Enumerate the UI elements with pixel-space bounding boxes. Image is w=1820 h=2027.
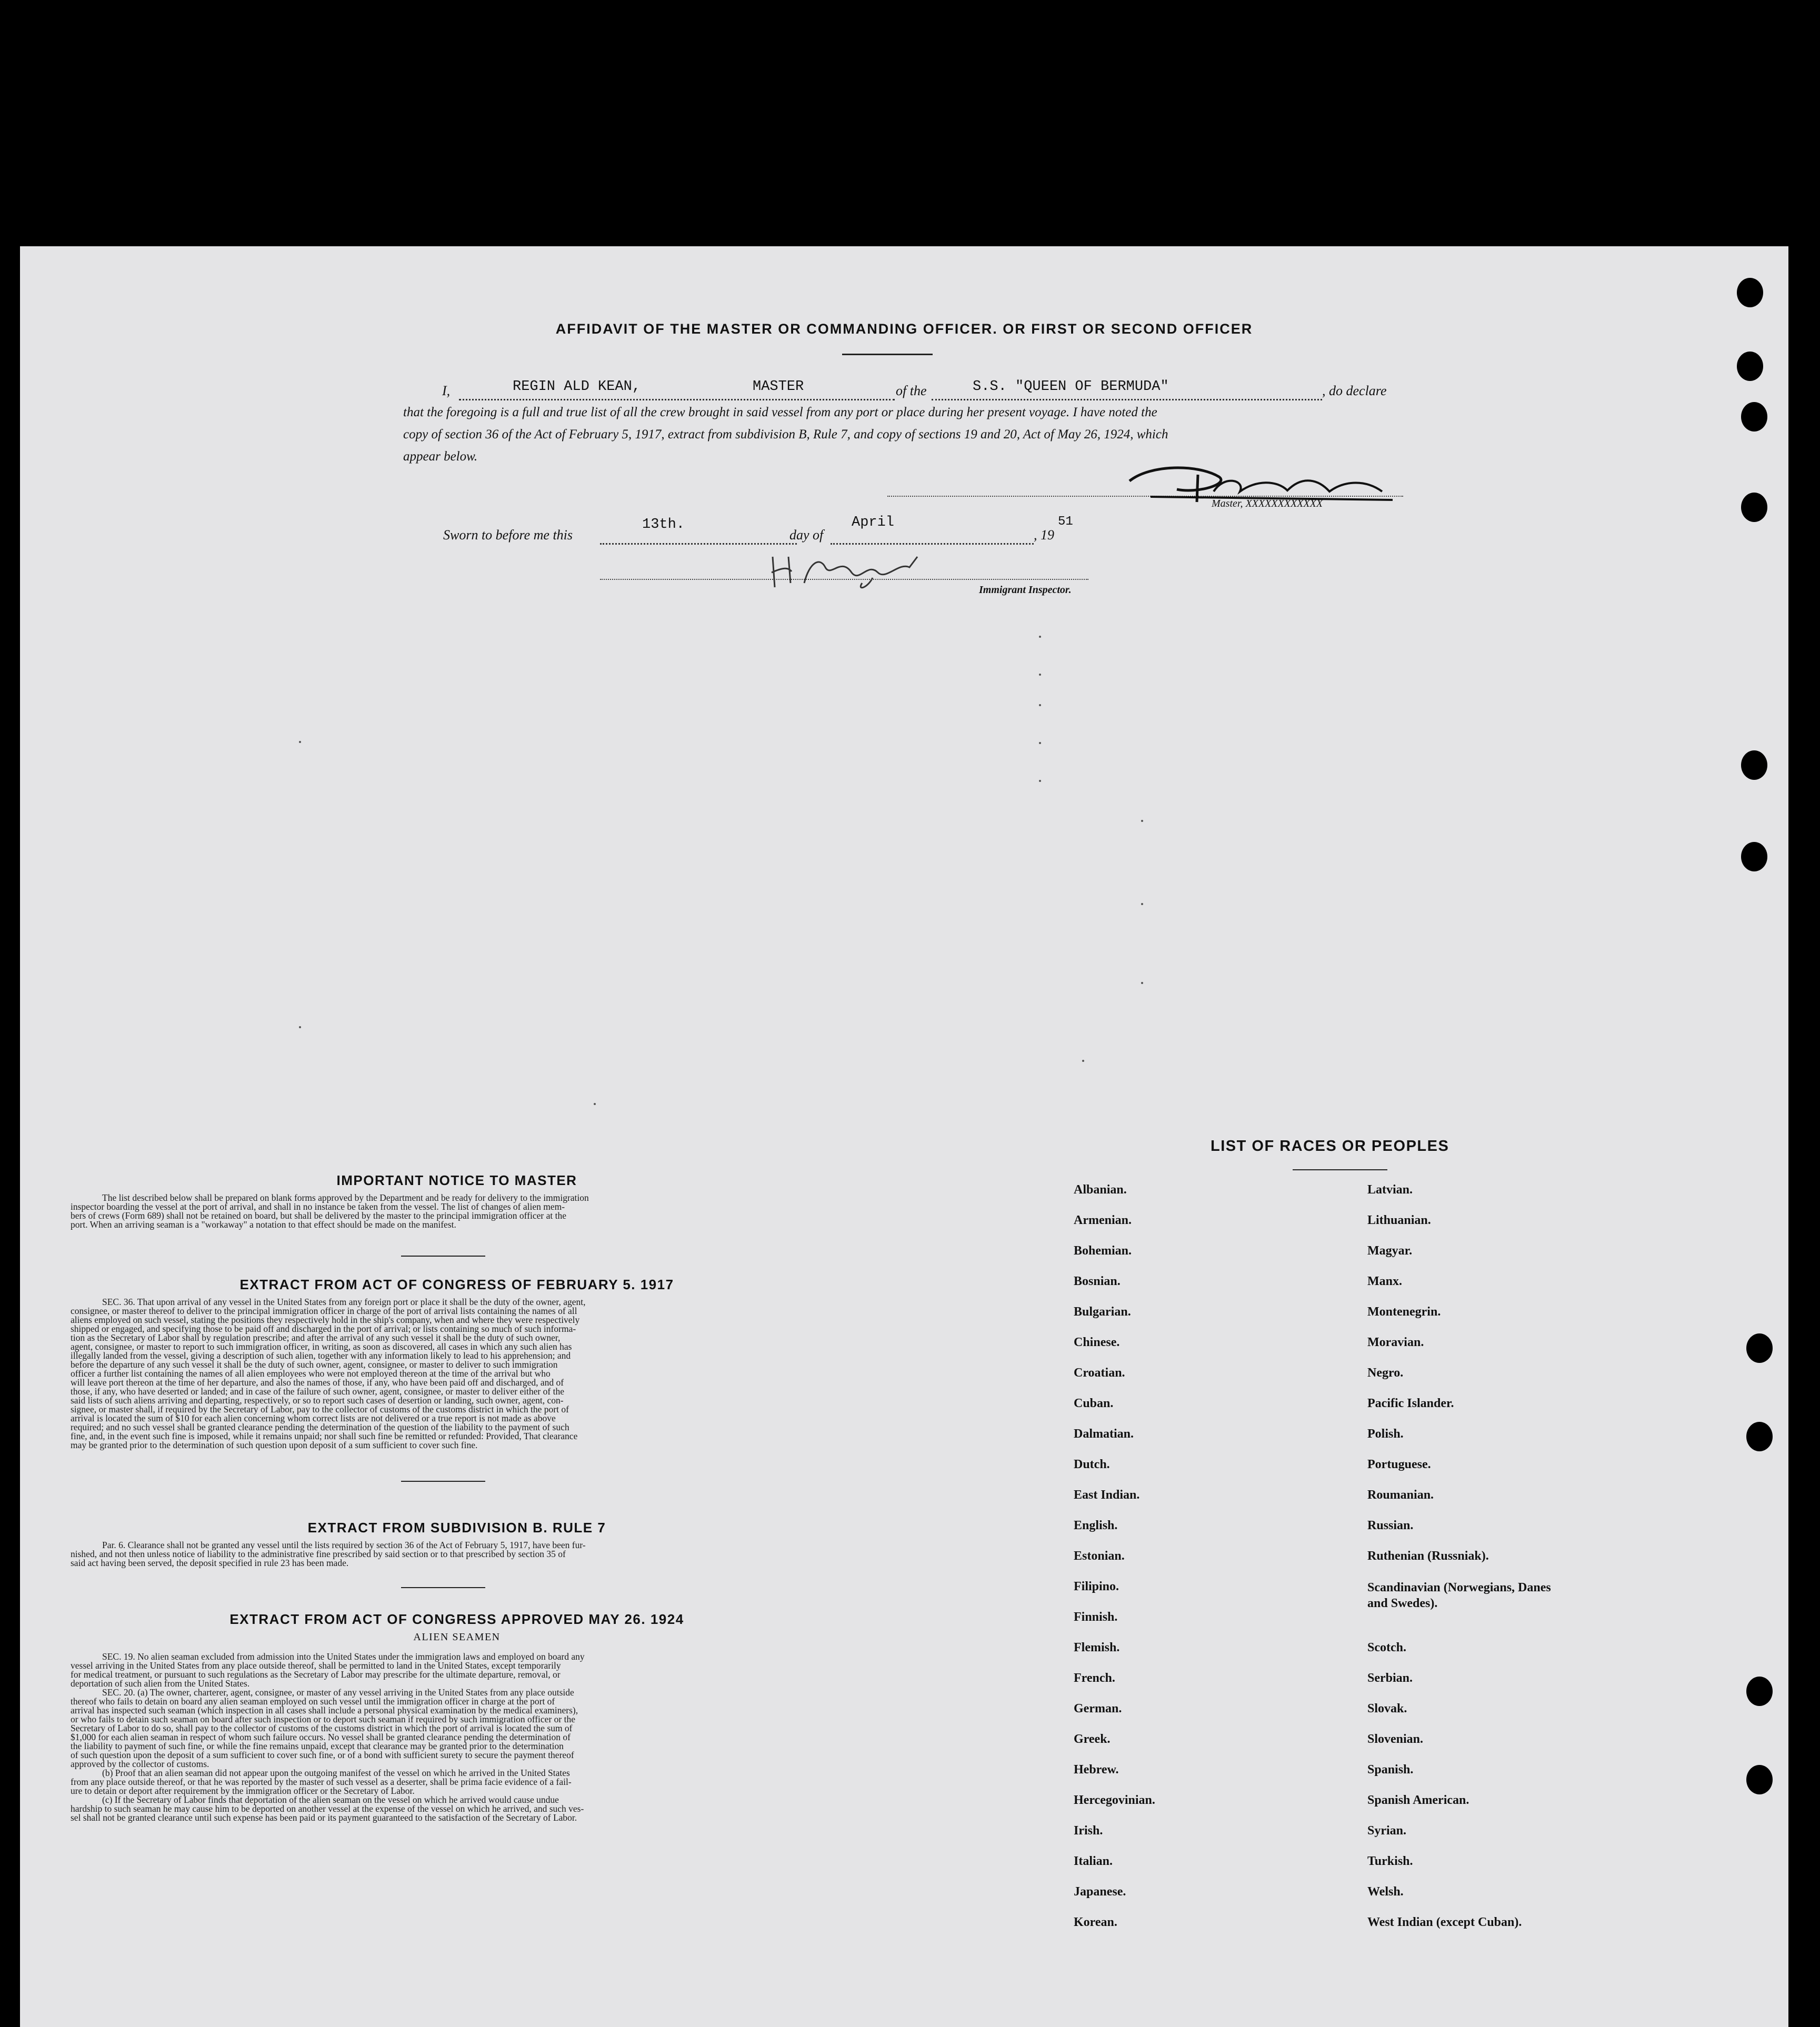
race-left: Armenian. [1074, 1213, 1132, 1227]
race-right: West Indian (except Cuban). [1367, 1915, 1522, 1929]
race-right: Portuguese. [1367, 1458, 1431, 1471]
punch-hole [1746, 1422, 1773, 1451]
race-left: Croatian. [1074, 1366, 1125, 1380]
race-right: Magyar. [1367, 1244, 1413, 1258]
notice-title: IMPORTANT NOTICE TO MASTER [336, 1172, 577, 1188]
extract-1917-line: aliens employed on such vessel, stating the positions they respectively hold in the ship's company, when and where they were respectively [71, 1314, 580, 1325]
race-right: Montenegrin. [1367, 1305, 1441, 1319]
extract-1924-line: thereof who fails to detain on board any alien seaman employed on such vessel until the immigration officer in charge at the port of [71, 1696, 555, 1707]
extract-1924-line: sel shall not be granted clearance until such expense has been paid or its payment guaranteed to the satisfaction of the Secretary of Labor. [71, 1812, 577, 1823]
scan-speck [1039, 704, 1041, 706]
race-left: English. [1074, 1519, 1118, 1532]
extract-1917-title: EXTRACT FROM ACT OF CONGRESS OF FEBRUARY 5. 1917 [239, 1277, 674, 1292]
master-rank: MASTER [753, 379, 804, 395]
notice-line: port. When an arriving seaman is a "workaway" a notation to that effect should be made on the manifest. [71, 1219, 456, 1230]
race-left: Hebrew. [1074, 1763, 1119, 1777]
race-right: Manx. [1367, 1275, 1402, 1288]
extract-1924-subtitle: ALIEN SEAMEN [413, 1631, 501, 1643]
scan-speck [1141, 820, 1143, 822]
extract-1924-line: SEC. 20. (a) The owner, charterer, agent, consignee, or master of any vessel arriving in the United States from any place outside [102, 1687, 574, 1698]
scan-speck [299, 1026, 301, 1028]
extract-rule7-line: said act having been served, the deposit specified in rule 23 has been made. [71, 1558, 349, 1568]
affidavit-title: AFFIDAVIT OF THE MASTER OR COMMANDING OFFICER. OR FIRST OR SECOND OFFICER [555, 321, 1253, 337]
extract-1924-line: the liability to payment of such fine, or while the fine remains unpaid, except that clearance may be granted prior to the determination [71, 1741, 564, 1751]
race-right: Moravian. [1367, 1336, 1424, 1349]
race-left: Estonian. [1074, 1549, 1125, 1563]
race-right: Slovenian. [1367, 1732, 1424, 1746]
sworn-day: 13th. [642, 517, 685, 533]
race-left: Flemish. [1074, 1641, 1120, 1654]
race-left: Albanian. [1074, 1183, 1127, 1197]
inspector-signature [767, 546, 936, 594]
race-left: Cuban. [1074, 1397, 1114, 1410]
master-name: REGIN ALD KEAN, [513, 379, 641, 395]
master-caption: Master, XXXXXXXXXXXX [1212, 498, 1323, 509]
notice-line: bers of crews (Form 689) shall not be retained on board, but shall be delivered by the master to the principal immigration officer at the [71, 1210, 566, 1221]
extract-1924-text [71, 1652, 867, 1822]
extract-1917-line: officer a further list containing the names of all alien employees who were not employed thereon at the time of the arrival but who [71, 1368, 551, 1379]
extract-1917-line: SEC. 36. That upon arrival of any vessel in the United States from any foreign port or place it shall be the duty of the owner, agent, [102, 1297, 586, 1307]
race-left: Japanese. [1074, 1885, 1126, 1899]
declaration-line-4: appear below. [403, 449, 478, 464]
race-left: German. [1074, 1702, 1122, 1715]
section-divider [401, 1587, 485, 1588]
race-left: Hercegovinian. [1074, 1793, 1155, 1807]
race-left: East Indian. [1074, 1488, 1140, 1502]
extract-1924-line: $1,000 for each alien seaman in respect of whom such failure occurs. No vessel shall be granted clearance pending the determination of [71, 1732, 571, 1742]
declaration-line-3: copy of section 36 of the Act of February 5, 1917, extract from subdivision B, Rule 7, and copy of sections 19 and 20, Act of May 26, 1924, which [403, 427, 1168, 441]
punch-hole [1741, 750, 1767, 780]
extract-1924-line: from any place outside thereof, or that he was reported by the master of such vessel as a deserter, shall be prima facie evidence of a fail- [71, 1777, 572, 1787]
race-right: Scandinavian (Norwegians, Danes and Swedes). [1367, 1581, 1551, 1610]
extract-1924-line: vessel arriving in the United States from any place outside thereof, shall be permitted to land in the United States, except temporarily [71, 1660, 561, 1671]
extract-1917-line: signee, or master shall, if required by the Secretary of Labor, pay to the collector of customs of the customs district in which the port of [71, 1404, 569, 1414]
punch-hole [1741, 493, 1767, 522]
year-prefix: , 19 [1034, 527, 1054, 543]
sworn-label: Sworn to before me this [443, 527, 573, 543]
race-right: Ruthenian (Russniak). [1367, 1549, 1489, 1563]
race-left: Bohemian. [1074, 1244, 1132, 1258]
scan-speck [1039, 742, 1041, 744]
race-right: Turkish. [1367, 1854, 1413, 1868]
race-right: Roumanian. [1367, 1488, 1434, 1502]
section-divider [401, 1256, 485, 1257]
extract-1924-line: (b) Proof that an alien seaman did not appear upon the outgoing manifest of the vessel on which he arrived in the United States [102, 1768, 570, 1778]
extract-1924-line: (c) If the Secretary of Labor finds that deportation of the alien seaman on the vessel on which he arrived would cause undue [102, 1794, 559, 1805]
extract-1917-text [71, 1298, 867, 1450]
race-right: Pacific Islander. [1367, 1397, 1454, 1410]
inspector-signature-line [600, 579, 1088, 580]
extract-1917-line: those, if any, who have deserted or landed; and in case of the failure of such owner, agent, consignee, or master to deliver either of the [71, 1386, 564, 1397]
race-right: Serbian. [1367, 1671, 1413, 1685]
notice-line: The list described below shall be prepared on blank forms approved by the Department and be ready for delivery to the immigration [102, 1192, 589, 1203]
scan-speck [299, 741, 301, 743]
punch-hole [1737, 278, 1763, 307]
vessel-line [932, 399, 1322, 400]
scan-speck [1039, 780, 1041, 782]
extract-1917-line: required; and no such vessel shall be granted clearance pending the determination of the question of the liability to the payment of such [71, 1422, 569, 1432]
extract-1917-line: consignee, or master thereof to deliver to the principal immigration officer in charge of the port of arrival lists containing the names of all [71, 1306, 577, 1316]
race-right: Welsh. [1367, 1885, 1404, 1899]
extract-1924-line: deportation of such alien from the United States. [71, 1678, 250, 1689]
extract-1924-line: SEC. 19. No alien seaman excluded from admission into the United States under the immigration laws and employed on board any [102, 1651, 585, 1662]
race-left: Greek. [1074, 1732, 1111, 1746]
scan-speck [1082, 1060, 1084, 1062]
extract-1924-line: Secretary of Labor to do so, shall pay to the collector of customs of the customs district in which the port of arrival is located the sum of [71, 1723, 573, 1733]
extract-rule7-line: nished, and not then unless notice of liability to the administrative fine prescribed by said section or to that prescribed by section 35 of [71, 1549, 566, 1559]
day-of-label: day of [789, 527, 824, 543]
race-left: Chinese. [1074, 1336, 1120, 1349]
extract-1917-line: before the departure of any such vessel it shall be the duty of such owner, agent, consignee, or master to deliver to such immigration [71, 1359, 558, 1370]
race-left: Bulgarian. [1074, 1305, 1131, 1319]
i-label: I, [442, 383, 451, 398]
extract-1917-line: arrival is located the sum of $10 for each alien concerning whom correct lists are not delivered or a true report is not made as above [71, 1413, 556, 1423]
race-right: Scotch. [1367, 1641, 1406, 1654]
extract-1924-title: EXTRACT FROM ACT OF CONGRESS APPROVED MAY 26. 1924 [229, 1611, 684, 1627]
extract-1924-line: approved by the collector of customs. [71, 1759, 209, 1769]
scan-speck [594, 1103, 596, 1105]
name-line [459, 399, 895, 400]
race-left: Irish. [1074, 1824, 1103, 1838]
race-right: Russian. [1367, 1519, 1414, 1532]
extract-1924-line: for medical treatment, or pursuant to such regulations as the Secretary of Labor may prescribe for the ultimate departure, removal, or [71, 1669, 561, 1680]
extract-1917-line: may be granted prior to the determination of such question upon deposit of a sum sufficient to cover such fine. [71, 1440, 478, 1450]
race-left: Finnish. [1074, 1610, 1118, 1624]
extract-1917-line: will leave port thereon at the time of her departure, and also the names of those, if any, who have been paid off and discharged, and of [71, 1377, 564, 1388]
vessel-name: S.S. "QUEEN OF BERMUDA" [973, 379, 1169, 395]
extract-1917-line: agent, consignee, or master to report to such immigration officer, in writing, as soon as discovered, all cases in which any such alien has [71, 1341, 572, 1352]
race-left: French. [1074, 1671, 1115, 1685]
punch-hole [1741, 842, 1767, 871]
race-right: Slovak. [1367, 1702, 1407, 1715]
of-the-label: of the [896, 383, 927, 398]
extract-1924-line: arrival has inspected such seaman (which inspection in all cases shall include a personal physical examination by the medical examiners), [71, 1705, 578, 1715]
scan-speck [1141, 982, 1143, 984]
affidavit-form-page [20, 246, 1788, 2027]
race-left: Korean. [1074, 1915, 1117, 1929]
sworn-month: April [852, 515, 895, 530]
race-left: Dalmatian. [1074, 1427, 1134, 1441]
punch-hole [1746, 1765, 1773, 1794]
extract-1917-line: tion as the Secretary of Labor shall by regulation prescribe; and after the arrival of any such vessel it shall be the duty of such owner, [71, 1332, 561, 1343]
extract-1924-line: or who fails to detain such seaman on board after such inspection or to deport such seaman if required by such immigration officer or the [71, 1714, 575, 1724]
scan-speck [1141, 903, 1143, 905]
race-right: Negro. [1367, 1366, 1404, 1380]
punch-hole [1741, 402, 1767, 432]
extract-rule7-text [71, 1541, 867, 1568]
race-right: Latvian. [1367, 1183, 1413, 1197]
scan-speck [1039, 636, 1041, 638]
race-left: Bosnian. [1074, 1275, 1121, 1288]
race-left: Italian. [1074, 1854, 1113, 1868]
extract-1924-line: hardship to such seaman he may cause him to be deported on another vessel at the expense of the vessel on which he arrived, and such ves- [71, 1803, 584, 1814]
section-divider [401, 1481, 485, 1482]
race-right: Spanish American. [1367, 1793, 1469, 1807]
extract-1924-line: of such question upon the deposit of a sum sufficient to cover such fine, or of a bond with sufficient surety to secure the payment thereof [71, 1750, 574, 1760]
extract-1917-line: fine, and, in the event such fine is imposed, while it remains unpaid; nor shall such fine be remitted or refunded: Provided, That clearance [71, 1431, 578, 1441]
punch-hole [1737, 352, 1763, 381]
inspector-caption: Immigrant Inspector. [979, 584, 1072, 596]
extract-1917-line: shipped or engaged, and specifying those to be paid off and discharged in the port of arrival; or lists containing so much of such informa- [71, 1323, 576, 1334]
race-right: Syrian. [1367, 1824, 1407, 1838]
punch-hole [1746, 1677, 1773, 1706]
races-title: LIST OF RACES OR PEOPLES [1211, 1138, 1449, 1155]
day-line [600, 543, 797, 545]
race-right: Lithuanian. [1367, 1213, 1431, 1227]
race-right: Polish. [1367, 1427, 1404, 1441]
title-divider [842, 354, 933, 355]
month-line [831, 543, 1034, 545]
extract-1917-line: illegally landed from the vessel, giving a description of such alien, together with any information likely to lead to his apprehension; and [71, 1350, 571, 1361]
extract-1924-line: ure to detain or deport after requirement by the immigration officer or the Secretary of Labor. [71, 1785, 415, 1796]
race-right: Spanish. [1367, 1763, 1414, 1777]
extract-rule7-title: EXTRACT FROM SUBDIVISION B. RULE 7 [307, 1520, 606, 1536]
race-left: Filipino. [1074, 1580, 1119, 1593]
extract-1917-line: said lists of such aliens arriving and departing, respectively, or so to report such cases of desertion or landing, such owner, agent, con- [71, 1395, 564, 1406]
scan-speck [1039, 674, 1041, 676]
notice-text [71, 1193, 867, 1229]
race-left: Dutch. [1074, 1458, 1110, 1471]
punch-hole [1746, 1333, 1773, 1363]
declaration-line-2: that the foregoing is a full and true list of all the crew brought in said vessel from any port or place during her present voyage. I have noted the [403, 405, 1157, 419]
do-declare-label: , do declare [1322, 383, 1387, 398]
extract-rule7-line: Par. 6. Clearance shall not be granted any vessel until the lists required by section 36 of the Act of February 5, 1917, have been fur- [102, 1540, 586, 1550]
notice-line: inspector boarding the vessel at the port of arrival, and shall in no instance be taken from the vessel. The list of changes of alien mem- [71, 1201, 565, 1212]
races-title-divider [1293, 1169, 1387, 1170]
year-suffix: 51 [1058, 515, 1073, 529]
